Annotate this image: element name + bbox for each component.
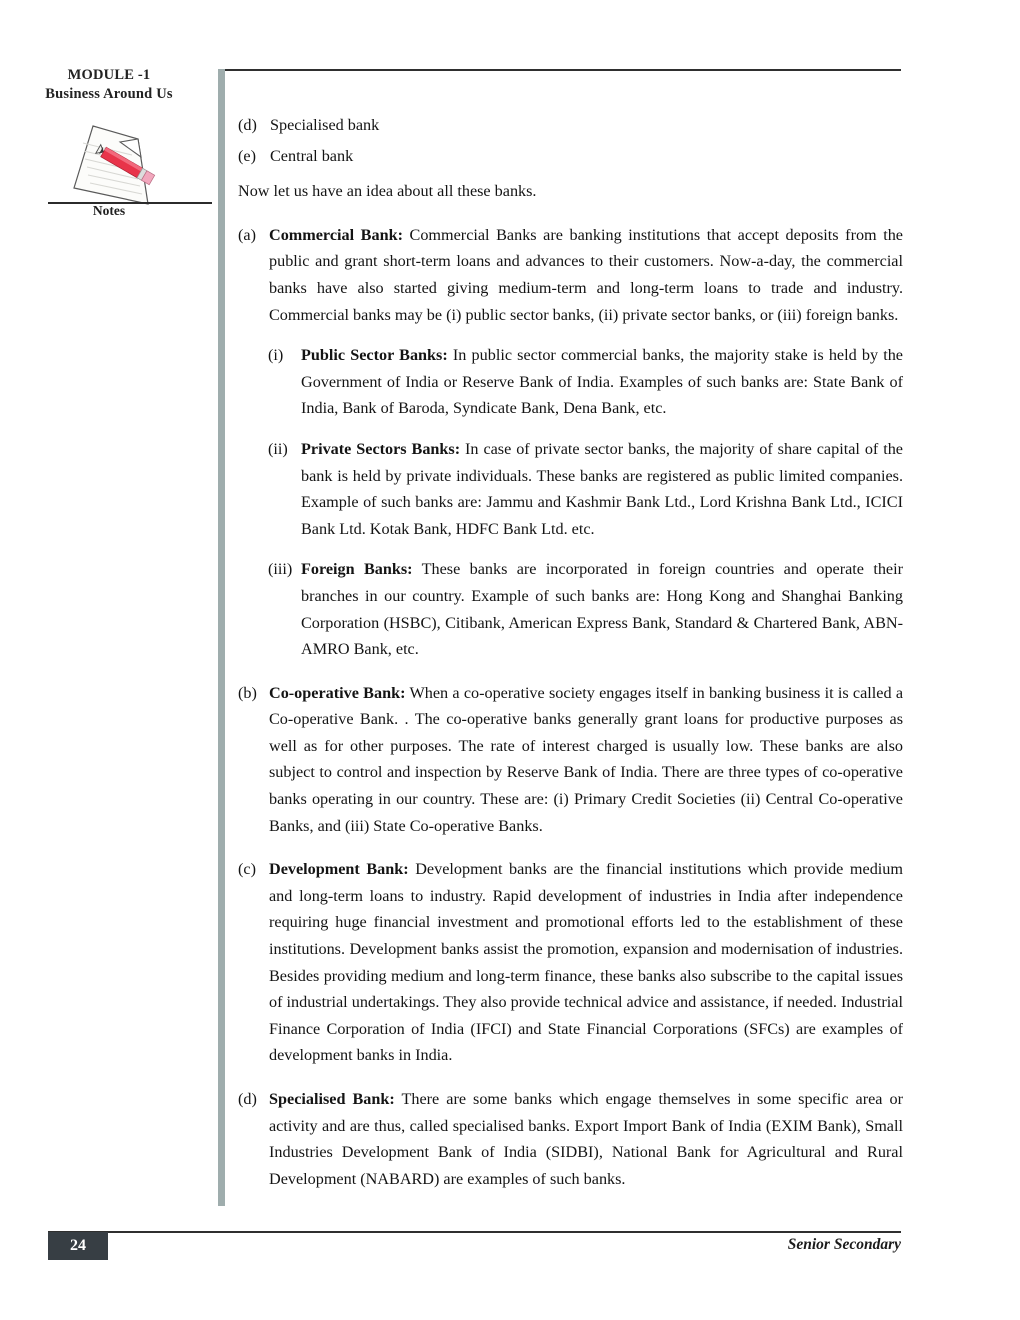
section-title: Specialised Bank: bbox=[269, 1090, 395, 1108]
subsection-title: Foreign Banks: bbox=[301, 560, 413, 579]
list-item-label: Central bank bbox=[270, 146, 354, 165]
module-heading bbox=[0, 66, 218, 104]
list-item-marker: (e) bbox=[238, 146, 256, 165]
content-side-bar bbox=[218, 69, 225, 1206]
section-marker: (d) bbox=[238, 1090, 257, 1108]
footer-rule bbox=[48, 1231, 901, 1233]
section-development-bank bbox=[238, 856, 903, 1069]
section-body: Commercial Banks are banking institutions that accept deposits from the public and grant short-term loans and advances to their customers. Now-a-day, the commercial banks have also started giving medium-term and long-term loans to trade and industry. Commercial banks may be (i) public sector banks, (ii) private sector banks, or (iii) foreign banks. bbox=[269, 225, 903, 324]
section-marker: (b) bbox=[238, 683, 257, 702]
page-number: 24 bbox=[70, 1237, 86, 1254]
list-item bbox=[238, 143, 903, 170]
section-body: When a co-operative society engages itself in banking business it is called a Co-operative Bank. . The co-operative banks generally grant loans for productive purposes as well as for other purposes. The rate of interest charged is usually low. These banks are also subject to control and inspection by Reserve Bank of India. There are three types of co-operative banks operating in our country. These are: (i) Primary Credit Societies (ii) Central Co-operative Banks, and (iii) State Co-operative Banks. bbox=[269, 683, 904, 835]
lead-in-paragraph: Now let us have an idea about all these banks. bbox=[238, 182, 537, 201]
module-number: MODULE -1 bbox=[67, 67, 151, 83]
section-body: Development banks are the financial institutions which provide medium and long-term loans to industry. Rapid development of industries in India after independence requiring huge financial investment and promotional efforts led to the establishment of these institutions. Development banks assist the promotion, expansion and modernisation of industries. Besides providing medium and long-term finance, these banks also subscribe to the capital issues of industrial undertakings. They also provide technical advice and assistance, if needed. Industrial Finance Corporation of India (IFCI) and State Financial Corporations (SFCs) are examples of development banks in India. bbox=[269, 860, 903, 1065]
subsection-foreign-banks bbox=[268, 556, 903, 662]
section-specialised-bank bbox=[238, 1086, 903, 1192]
section-marker: (a) bbox=[238, 225, 256, 244]
subsection-marker: (ii) bbox=[268, 439, 288, 458]
subsection-body: In case of private sector banks, the majority of share capital of the bank is held by private individuals. These banks are registered as public limited companies. Example of such banks are: Jammu and Kashmir Bank Ltd., Lord Krishna Bank Ltd., ICICI Bank Ltd. Kotak Bank, HDFC Bank Ltd. etc. bbox=[301, 439, 903, 538]
subsection-private-sector-banks bbox=[268, 436, 903, 542]
section-title: Development Bank: bbox=[269, 860, 409, 879]
margin-column bbox=[0, 0, 218, 1320]
list-item-marker: (d) bbox=[238, 116, 257, 134]
subsection-body: In public sector commercial banks, the majority stake is held by the Government of India or Reserve Bank of India. Examples of such banks are: State Bank of India, Bank of Baroda, Syndicate Bank, Dena Bank, etc. bbox=[301, 346, 903, 418]
subsection-marker: (iii) bbox=[268, 560, 293, 579]
page-content bbox=[238, 112, 903, 1192]
content-top-rule bbox=[218, 69, 901, 71]
list-item-label: Specialised bank bbox=[270, 116, 380, 134]
commercial-bank-subsections bbox=[238, 342, 903, 663]
page-number-box bbox=[48, 1232, 108, 1260]
section-co-operative-bank bbox=[238, 680, 903, 840]
notes-label: Notes bbox=[92, 203, 126, 218]
section-marker: (c) bbox=[238, 860, 256, 879]
section-title: Co-operative Bank: bbox=[269, 683, 406, 702]
subsection-body: These banks are incorporated in foreign countries and operate their branches in our country. Example of such banks are: Hong Kong and Shanghai Banking Corporation (HSBC), Citibank, American Express Bank, Standard & Chartered Bank, ABN-AMRO Bank, etc. bbox=[301, 560, 903, 659]
subsection-title: Private Sectors Banks: bbox=[301, 439, 461, 458]
subsection-public-sector-banks bbox=[268, 342, 903, 422]
section-title: Commercial Bank: bbox=[269, 225, 403, 244]
subsection-marker: (i) bbox=[268, 346, 284, 365]
footer-book-label: Senior Secondary bbox=[787, 1236, 901, 1253]
subsection-title: Public Sector Banks: bbox=[301, 346, 448, 365]
notes-paper-pencil-icon bbox=[60, 116, 180, 208]
section-body: There are some banks which engage themselves in some specific area or activity and are thus, called specialised banks. Export Import Bank of India (EXIM Bank), Small Industries Development Bank of India (SIDBI), National Bank for Agricultural and Rural Development (NABARD) are examples of such banks. bbox=[269, 1090, 903, 1188]
section-commercial-bank bbox=[238, 222, 903, 328]
module-title: Business Around Us bbox=[45, 86, 173, 102]
list-item bbox=[238, 112, 903, 139]
